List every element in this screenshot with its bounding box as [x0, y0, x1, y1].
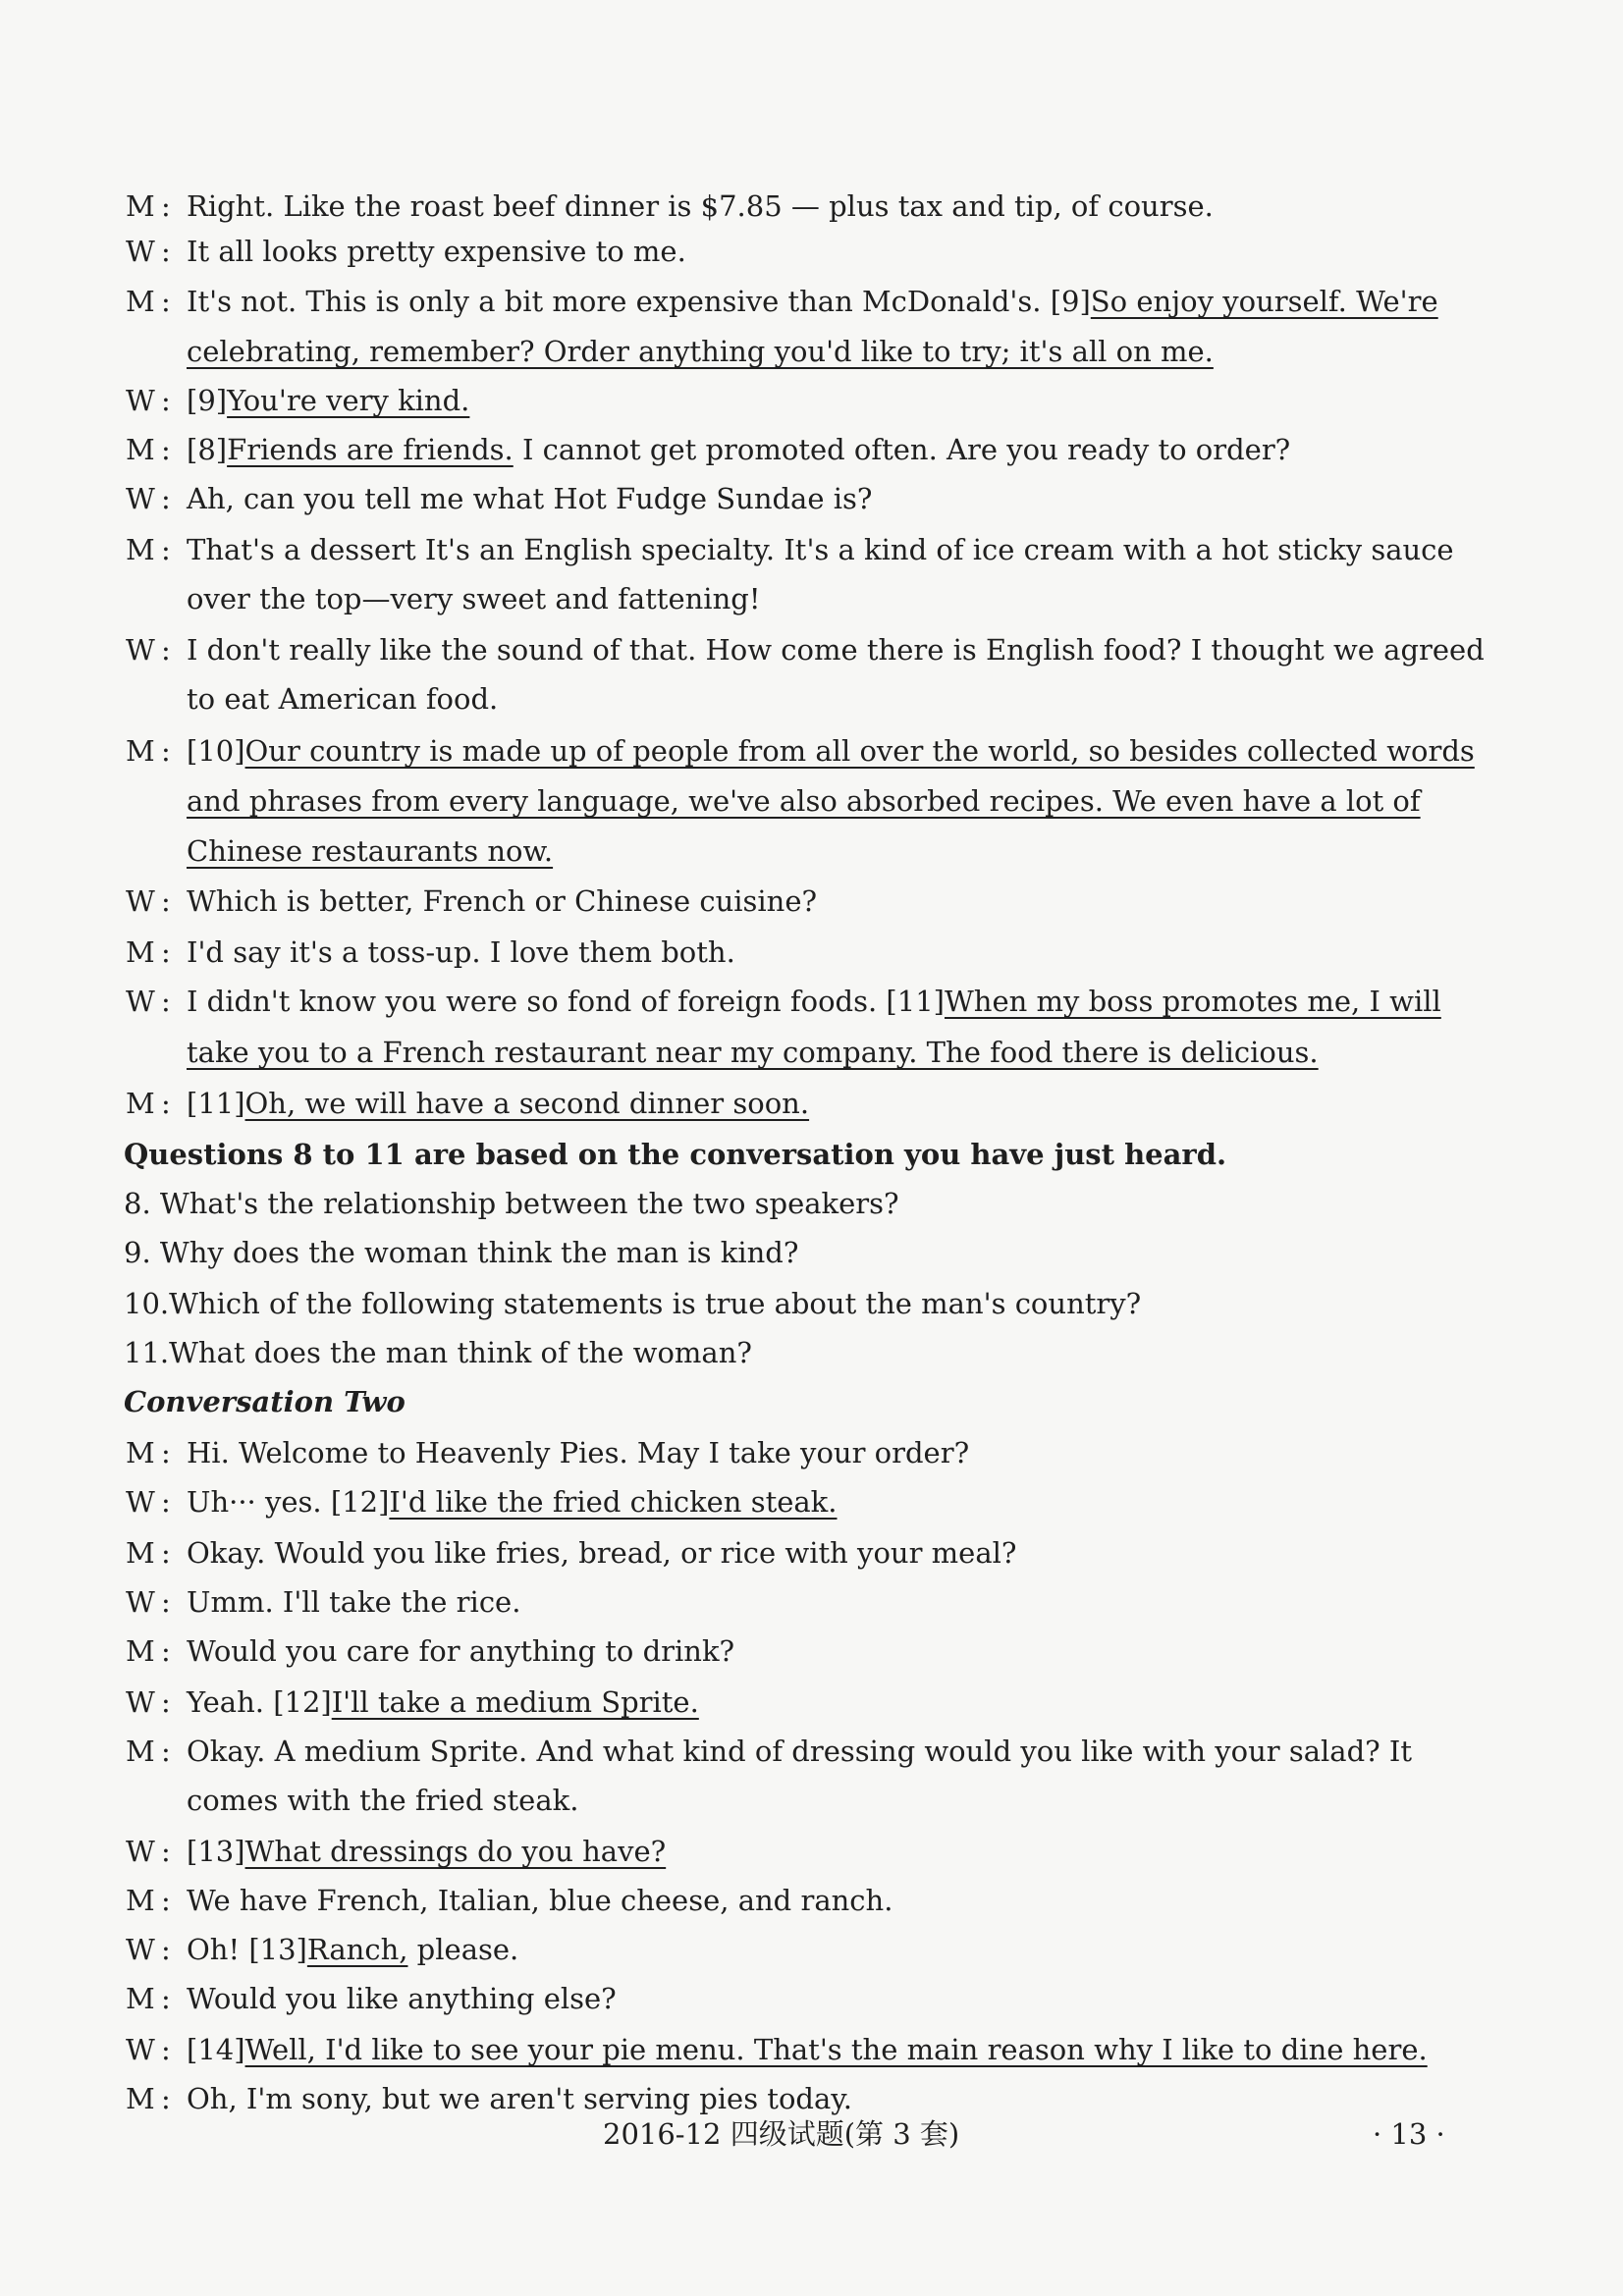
dialogue-text: Right. Like the roast beef dinner is $7.85 — plus tax and tip, of course. — [187, 189, 1214, 223]
dialogue-text: Oh, I'm sony, but we aren't serving pies today. — [187, 2082, 853, 2115]
dialogue-text: Okay. Would you like fries, bread, or rice with your meal? — [187, 1536, 1017, 1570]
speaker-label: W — [126, 884, 155, 918]
answer-underline: I'll take a medium Sprite. — [331, 1685, 699, 1719]
dialogue-text: [8]Friends are friends. I cannot get promoted often. Are you ready to order? — [187, 433, 1291, 466]
answer-underline: Our country is made up of people from all over the world, so besides collected words — [244, 734, 1475, 768]
answer-underline: When my boss promotes me, I will — [944, 985, 1441, 1018]
speaker-label: W — [126, 633, 155, 667]
dialogue-text: I'd say it's a toss-up. I love them both. — [187, 935, 735, 969]
dialogue-text: That's a dessert It's an English specialty. It's a kind of ice cream with a hot sticky sauce — [187, 533, 1454, 566]
dialogue-text: Would you care for anything to drink? — [187, 1634, 735, 1668]
speaker-label: M — [126, 1634, 155, 1668]
dialogue-text: I didn't know you were so fond of foreign foods. [11]When my boss promotes me, I will — [187, 985, 1441, 1018]
dialogue-text: [11]Oh, we will have a second dinner soon. — [187, 1087, 810, 1120]
answer-underline: So enjoy yourself. We're — [1090, 285, 1438, 318]
answer-underline: and phrases from every language, we've also absorbed recipes. We even have a lot of — [187, 784, 1421, 818]
dialogue-text: [9]You're very kind. — [187, 384, 470, 417]
speaker-label: W — [126, 384, 155, 417]
answer-underline: I'd like the fried chicken steak. — [389, 1485, 838, 1519]
dialogue-text: It all looks pretty expensive to me. — [187, 235, 686, 268]
speaker-label: M — [126, 433, 155, 466]
answer-underline: Oh, we will have a second dinner soon. — [244, 1087, 810, 1120]
speaker-label: W — [126, 1933, 155, 1966]
speaker-label: W — [126, 985, 155, 1018]
speaker-label: M — [126, 734, 155, 768]
speaker-label: M — [126, 285, 155, 318]
dialogue-text: Umm. I'll take the rice. — [187, 1585, 521, 1619]
footer-title: 2016-12 四级试题(第 3 套) — [603, 2117, 960, 2151]
dialogue-text: I don't really like the sound of that. How come there is English food? I thought we agreed — [187, 633, 1485, 667]
dialogue-text: Yeah. [12]I'll take a medium Sprite. — [187, 1685, 699, 1719]
speaker-label: M — [126, 533, 155, 566]
answer-underline: Friends are friends. — [227, 433, 514, 466]
dialogue-text: Hi. Welcome to Heavenly Pies. May I take your order? — [187, 1436, 970, 1469]
speaker-label: M — [126, 935, 155, 969]
speaker-label: M — [126, 1087, 155, 1120]
speaker-label: W — [126, 1585, 155, 1619]
answer-underline: You're very kind. — [227, 384, 470, 417]
speaker-label: M — [126, 1884, 155, 1917]
speaker-label: M — [126, 1982, 155, 2015]
page-number: · 13 · — [1373, 2117, 1445, 2151]
dialogue-text: We have French, Italian, blue cheese, and ranch. — [187, 1884, 893, 1917]
speaker-label: W — [126, 482, 155, 515]
dialogue-text: Would you like anything else? — [187, 1982, 617, 2015]
answer-underline: Chinese restaurants now. — [187, 834, 554, 868]
answer-underline: take you to a French restaurant near my company. The food there is delicious. — [187, 1036, 1319, 1069]
dialogue-text: Which is better, French or Chinese cuisine? — [187, 884, 818, 918]
speaker-label: M — [126, 1735, 155, 1768]
dialogue-text: Oh! [13]Ranch, please. — [187, 1933, 519, 1966]
dialogue-text: Uh··· yes. [12]I'd like the fried chicken steak. — [187, 1485, 838, 1519]
answer-underline: Well, I'd like to see your pie menu. That's the main reason why I like to dine here. — [244, 2033, 1428, 2066]
document-page: M : Right. Like the roast beef dinner is $7.85 — plus tax and tip, of course. W : It all looks pretty expensive to me. M : It's not. This is only a bit more expensive than McDonald's. [9]So enjoy yourself. We're celebrating, remember? Order anything you'd like to try; it's all on me. W : [9]You're very kind. M : [8]Friends are friends. I cannot get promoted often. Are you ready to order? W : Ah, can you tell me what Hot Fudge Sundae is? M : That's a dessert It's an English specialty. It's a kind of ice cream with a hot sticky sauce over the top—very sweet and fattening! W : I don't really like the sound of that. How come there is English food? I thought we agreed to eat American food. M : [10]Our country is made up of people from all over the world, so besides collected words and phrases from every language, we've also absorbed recipes. We even have a lot of Chinese restaurants now. W : Which is better, French or Chinese cuisine? M : I'd say it's a toss-up. I love them both. W : I didn't know you were so fond of foreign foods. [11]When my boss promotes me, I will take you to a French restaurant near my company. The food there is delicious. M : [11]Oh, we will have a second dinner soon. Questions 8 to 11 are based on the conversation you have just heard. 8. What's the relationship between the two speakers? 9. Why does the woman think the man is kind? 10.Which of the following statements is true about the man's country? 11.What does the man think of the woman? Conversation Two M : Hi. Welcome to Heavenly Pies. May I take your order? W : Uh··· yes. [12]I'd like the fried chicken steak. M : Okay. Would you like fries, bread, or rice with your meal? W : Umm. I'll take the rice. M : Would you care for anything to drink? W : Yeah. [12]I'll take a medium Sprite. M : Okay. A medium Sprite. And what kind of dressing would you like with your salad? It comes with the fried steak. W : [13]What dressings do you have? M : We have French, Italian, blue cheese, and ranch. W : Oh! [13]Ranch, please. M : Would you like anything else? W : [14]Well, I'd like to see your pie menu. That's the main reason why I like to dine here. M : Oh, I'm sony, but we aren't serving pies today. 2016-12 四级试题(第 3 套) · 13 · — [0, 0, 1623, 2296]
dialogue-text: It's not. This is only a bit more expensive than McDonald's. [9]So enjoy yourself. We're — [187, 285, 1438, 318]
speaker-label: M — [126, 1536, 155, 1570]
dialogue-text: [14]Well, I'd like to see your pie menu. That's the main reason why I like to dine here. — [187, 2033, 1428, 2066]
speaker-label: M — [126, 1436, 155, 1469]
speaker-label: W — [126, 1685, 155, 1719]
speaker-label: W — [126, 2033, 155, 2066]
dialogue-text: Okay. A medium Sprite. And what kind of dressing would you like with your salad? It — [187, 1735, 1413, 1768]
dialogue-text: [10]Our country is made up of people from all over the world, so besides collected words — [187, 734, 1475, 768]
answer-underline: celebrating, remember? Order anything you'd like to try; it's all on me. — [187, 335, 1214, 368]
dialogue-text: Ah, can you tell me what Hot Fudge Sundae is? — [187, 482, 873, 515]
speaker-label: W — [126, 235, 155, 268]
answer-underline: What dressings do you have? — [244, 1835, 667, 1868]
dialogue-text: [13]What dressings do you have? — [187, 1835, 667, 1868]
answer-underline: Ranch, — [306, 1933, 408, 1966]
speaker-label: M — [126, 189, 155, 223]
speaker-label: M — [126, 2082, 155, 2115]
speaker-label: W — [126, 1485, 155, 1519]
speaker-label: W — [126, 1835, 155, 1868]
